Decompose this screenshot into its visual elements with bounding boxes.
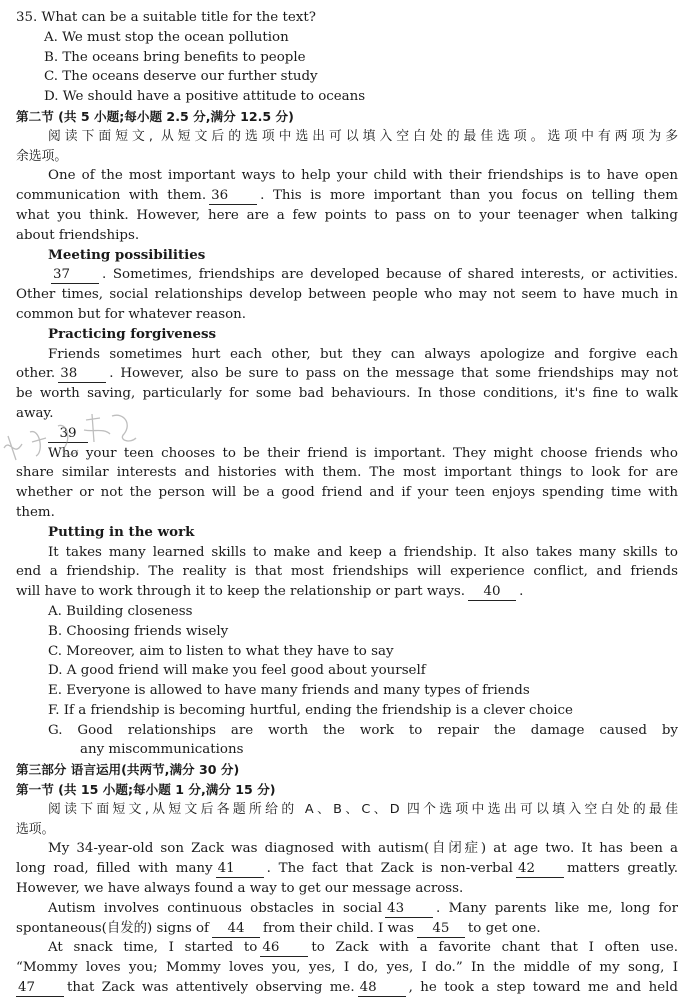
section3-instruction-line2: 选项。 bbox=[16, 821, 55, 837]
passage-line: be worth saving, particularly for some bad behaviours. In those conditions, it's fine to walk bbox=[16, 386, 678, 402]
passage-line bbox=[16, 265, 678, 285]
text-span: . However, also be sure to pass on the message that some friendships may not bbox=[109, 366, 678, 382]
section3-instruction-line1: 阅读下面短文,从短文后各题所给的 A、B、C、D 四个选项中选出可以填入空白处的最佳 bbox=[48, 801, 678, 817]
passage-line: end a friendship. The reality is that most friendships will experience conflict, and friends bbox=[16, 564, 678, 580]
text-span: other. bbox=[16, 366, 56, 382]
passage-line bbox=[16, 938, 678, 958]
passage-line: what you think. However, here are a few points to pass on to your teenager when talking bbox=[16, 207, 678, 223]
blank-37[interactable]: 37 bbox=[51, 267, 99, 284]
blank-46[interactable]: 46 bbox=[260, 940, 308, 957]
passage-line: One of the most important ways to help your child with their friendships is to have open bbox=[48, 168, 678, 184]
passage-line bbox=[16, 859, 678, 879]
blank-45[interactable]: 45 bbox=[417, 921, 465, 938]
blank-43[interactable]: 43 bbox=[385, 901, 433, 918]
passage-line: However, we have always found a way to get our message across. bbox=[16, 881, 464, 897]
text-span: , he took a step toward me and held bbox=[408, 980, 678, 996]
option-g: G. Good relationships are worth the work to repair the damage caused by bbox=[48, 722, 678, 738]
passage-line: common but for whatever reason. bbox=[16, 306, 247, 322]
passage-line: My 34-year-old son Zack was diagnosed with autism(自闭症) at age two. It has been a bbox=[48, 841, 678, 857]
option-g-continued: any miscommunications bbox=[80, 742, 244, 758]
section2-instruction-line2: 余选项。 bbox=[16, 148, 68, 164]
section2-instruction-line1: 阅读下面短文, 从短文后的选项中选出可以填入空白处的最佳选项。选项中有两项为多 bbox=[48, 128, 678, 144]
section2-heading: 第二节 (共 5 小题;每小题 2.5 分,满分 12.5 分) bbox=[16, 108, 294, 124]
passage-line bbox=[16, 186, 678, 206]
text-span: matters greatly. bbox=[566, 861, 678, 877]
passage-line: It takes many learned skills to make and keep a friendship. It also takes many skills to bbox=[48, 544, 678, 560]
passage-line: Friends sometimes hurt each other, but they can always apologize and forgive each bbox=[48, 346, 678, 362]
passage-line bbox=[16, 919, 678, 939]
option-b: B. Choosing friends wisely bbox=[48, 623, 229, 639]
passage-line bbox=[16, 899, 678, 919]
text-span: to get one. bbox=[467, 920, 541, 936]
section3-heading: 第一节 (共 15 小题;每小题 1 分,满分 15 分) bbox=[16, 782, 276, 798]
option-a: A. Building closeness bbox=[48, 603, 193, 619]
passage-line: whether or not the person will be a good friend and if your teen enjoys spending time with bbox=[16, 485, 678, 501]
passage-line bbox=[16, 582, 678, 602]
passage-line: away. bbox=[16, 405, 54, 421]
blank-48[interactable]: 48 bbox=[358, 980, 406, 997]
option-c: C. Moreover, aim to listen to what they have to say bbox=[48, 643, 394, 659]
blank-40[interactable]: 40 bbox=[468, 584, 516, 601]
text-span: . Many parents like me, long for bbox=[436, 900, 678, 916]
blank-42[interactable]: 42 bbox=[516, 861, 564, 878]
option-f: F. If a friendship is becoming hurtful, ending the friendship is a clever choice bbox=[48, 702, 573, 718]
passage-line: share similar interests and histories with them. The most important things to look for are bbox=[16, 465, 678, 481]
q35-stem: 35. What can be a suitable title for the text? bbox=[16, 10, 316, 25]
q35-option-c: C. The oceans deserve our further study bbox=[44, 69, 318, 85]
q35-option-b: B. The oceans bring benefits to people bbox=[44, 49, 306, 65]
passage-line bbox=[16, 364, 678, 384]
text-span: will have to work through it to keep the relationship or part ways. bbox=[16, 584, 466, 600]
text-span: long road, filled with many bbox=[16, 861, 213, 877]
passage-line: “Mommy loves you; Mommy loves you, yes, I do, yes, I do.” In the middle of my song, I bbox=[16, 960, 678, 976]
text-span: that Zack was attentively observing me. bbox=[67, 980, 355, 996]
q35-option-d: D. We should have a positive attitude to oceans bbox=[44, 89, 366, 105]
text-span: . The fact that Zack is non-verbal bbox=[266, 861, 513, 877]
text-span: . This is more important than you focus on telling them bbox=[260, 188, 678, 204]
passage-line: about friendships. bbox=[16, 227, 140, 243]
option-e: E. Everyone is allowed to have many friends and many types of friends bbox=[48, 683, 530, 699]
text-span: Autism involves continuous obstacles in social bbox=[48, 900, 383, 916]
blank-38[interactable]: 38 bbox=[58, 366, 106, 383]
blank-39[interactable]: 39 bbox=[48, 426, 88, 443]
passage-line: Other times, social relationships develop between people who may not seem to have much in bbox=[16, 287, 678, 303]
passage-line: them. bbox=[16, 504, 55, 520]
subheading-putting-in-the-work: Putting in the work bbox=[48, 523, 195, 540]
q35-option-a: A. We must stop the ocean pollution bbox=[44, 29, 289, 45]
passage-line: Who your teen chooses to be their friend is important. They might choose friends who bbox=[48, 445, 678, 461]
text-span: spontaneous(自发的) signs of bbox=[16, 920, 209, 936]
subheading-meeting-possibilities: Meeting possibilities bbox=[48, 246, 206, 263]
period: . bbox=[519, 584, 524, 600]
passage-line bbox=[16, 978, 678, 998]
text-span: from their child. I was bbox=[262, 920, 414, 936]
blank-41[interactable]: 41 bbox=[216, 861, 264, 878]
option-d: D. A good friend will make you feel good about yourself bbox=[48, 663, 426, 679]
passage-line bbox=[16, 424, 678, 444]
text-span: to Zack with a favorite chant that I often use. bbox=[311, 940, 678, 956]
part3-heading: 第三部分 语言运用(共两节,满分 30 分) bbox=[16, 762, 240, 778]
blank-44[interactable]: 44 bbox=[212, 921, 260, 938]
text-span: At snack time, I started to bbox=[48, 940, 258, 956]
text-span: communication with them. bbox=[16, 188, 207, 204]
blank-47[interactable]: 47 bbox=[16, 980, 64, 997]
exam-page bbox=[16, 8, 678, 998]
blank-36[interactable]: 36 bbox=[209, 188, 257, 205]
text-span: . Sometimes, friendships are developed because of shared interests, or activities. bbox=[102, 267, 678, 283]
subheading-practicing-forgiveness: Practicing forgiveness bbox=[48, 325, 217, 342]
